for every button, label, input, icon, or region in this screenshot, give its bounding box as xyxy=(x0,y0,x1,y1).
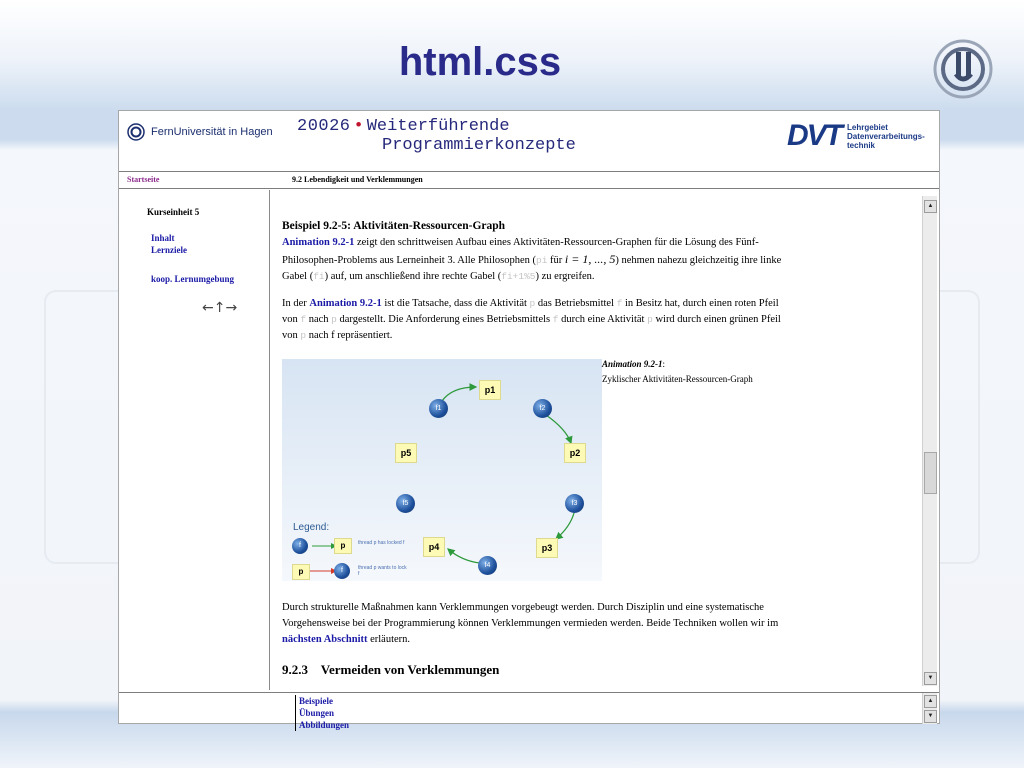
scroll-up-icon[interactable]: ▲ xyxy=(924,200,937,213)
fork-node-f4: f4 xyxy=(478,556,497,575)
fork-node-f5: f5 xyxy=(396,494,415,513)
arrow-f1-p1 xyxy=(442,387,476,401)
scroll-down-icon[interactable]: ▼ xyxy=(924,672,937,685)
fork-node-f3: f3 xyxy=(565,494,584,513)
course-title-line2: Programmierkonzepte xyxy=(382,136,576,155)
fork-node-f2: f2 xyxy=(533,399,552,418)
arrow-right-icon[interactable]: → xyxy=(225,300,238,316)
bottom-frame xyxy=(119,692,939,730)
dvt-line2: Datenverarbeitungs- xyxy=(847,131,925,141)
section-title: 9.2.3 Vermeiden von Verklemmungen xyxy=(282,662,500,677)
dvt-logo[interactable] xyxy=(787,119,925,153)
paragraph-1: Animation 9.2-1 zeigt den schrittweisen Aufbau eines Aktivitäten-Ressourcen-Graphen für die Lösung des Fünf-Philosophen-Problems aus Lerneinheit 3. Alle Philosophen (pi für i = 1, ..., 5) nehmen nahezu gleichzeitig ihre linke Gabel (fi) auf, um anschließend ihre rechte Gabel (fi+1%5) zu ergreifen. xyxy=(282,237,782,282)
bottom-scrollbar[interactable] xyxy=(922,693,937,724)
fernuni-logo[interactable] xyxy=(125,123,273,141)
navigation-bar xyxy=(119,171,939,189)
process-node-p5: p5 xyxy=(395,443,417,463)
next-section-link[interactable]: nächsten Abschnitt xyxy=(282,634,368,645)
fernuni-emblem-icon xyxy=(125,123,147,141)
math-formula: i = 1, ..., 5 xyxy=(564,252,616,266)
arrow-left-icon[interactable]: ← xyxy=(202,300,214,316)
startseite-link[interactable]: Startseite xyxy=(127,175,160,184)
link-abbildungen[interactable]: Abbildungen xyxy=(299,720,350,730)
unit-heading: Kurseinheit 5 xyxy=(147,207,200,217)
scroll-up-icon[interactable]: ▲ xyxy=(924,695,937,708)
animation-caption-text: Zyklischer Aktivitäten-Ressourcen-Graph xyxy=(602,374,753,384)
legend-process-node-2: p xyxy=(292,564,310,580)
legend-text-locked: thread p has locked f xyxy=(358,540,405,546)
process-node-p1: p1 xyxy=(479,380,501,400)
link-uebungen[interactable]: Übungen xyxy=(299,708,335,718)
scroll-down-icon[interactable]: ▼ xyxy=(924,710,937,723)
legend-fork-node: f xyxy=(292,538,308,554)
legend-text-wants: thread p wants to lock f xyxy=(358,565,407,577)
paragraph-3: Durch strukturelle Maßnahmen kann Verklemmungen vorgebeugt werden. Durch Disziplin und eine systematische Vorgehensweise bei der Programmierung können Verklemmungen vermieden werden. Beide Techniken wollen wir im nächsten Abschnitt erläutern. xyxy=(282,602,779,645)
bullet-icon: • xyxy=(353,117,364,136)
university-name: FernUniversität in Hagen xyxy=(151,126,273,138)
course-title-line1: Weiterführende xyxy=(366,117,510,136)
example-title: Beispiel 9.2-5: Aktivitäten-Ressourcen-Graph xyxy=(282,220,506,232)
process-node-p4: p4 xyxy=(423,537,445,557)
arrow-up-icon[interactable]: ↑ xyxy=(213,300,226,316)
dvt-line1: Lehrgebiet xyxy=(847,122,888,132)
animation-caption: Animation 9.2-1: Zyklischer Aktivitäten-Ressourcen-Graph xyxy=(602,357,753,387)
dvt-logo-text: DVT xyxy=(787,119,841,152)
animation-caption-title: Animation 9.2-1 xyxy=(602,359,663,369)
animation-graph[interactable] xyxy=(282,359,602,581)
process-node-p3: p3 xyxy=(536,538,558,558)
bottom-link-list xyxy=(295,695,349,731)
dvt-line3: technik xyxy=(847,140,876,150)
sidebar-item-inhalt[interactable]: Inhalt xyxy=(151,233,175,243)
arrow-f3-p3 xyxy=(556,513,574,539)
sidebar-item-lernziele[interactable]: Lernziele xyxy=(151,245,187,255)
fork-node-f1: f1 xyxy=(429,399,448,418)
paragraph-2: In der Animation 9.2-1 ist die Tatsache, dass die Aktivität p das Betriebsmittel f in Besitz hat, durch einen roten Pfeil von f nach p dargestellt. Die Anforderung eines Betriebsmittels f durch eine Aktivität p wird durch einen grünen Pfeil von p nach f repräsentiert. xyxy=(282,298,781,341)
browser-frame xyxy=(118,110,940,730)
arrow-f2-p2 xyxy=(546,415,571,443)
course-number: 20026 xyxy=(297,117,351,136)
breadcrumb: 9.2 Lebendigkeit und Verklemmungen xyxy=(292,175,423,184)
main-content xyxy=(271,190,919,692)
scroll-thumb[interactable] xyxy=(924,452,937,494)
process-node-p2: p2 xyxy=(564,443,586,463)
animation-link[interactable]: Animation 9.2-1 xyxy=(309,298,382,309)
sidebar-item-koop-lernumgebung[interactable]: koop. Lernumgebung xyxy=(151,274,235,284)
university-emblem-icon xyxy=(932,38,994,100)
sidebar xyxy=(119,190,270,690)
slide-title: html.css xyxy=(398,40,562,84)
legend-title: Legend: xyxy=(293,522,330,533)
arrow-f4-p4 xyxy=(448,549,480,563)
animation-link[interactable]: Animation 9.2-1 xyxy=(282,237,355,248)
legend-process-node: p xyxy=(334,538,352,554)
legend-fork-node-2: f xyxy=(334,563,350,579)
page-navigation xyxy=(202,300,237,316)
link-beispiele[interactable]: Beispiele xyxy=(299,696,333,706)
content-scrollbar[interactable] xyxy=(922,196,937,686)
course-title xyxy=(297,117,576,155)
page-header xyxy=(119,111,939,173)
